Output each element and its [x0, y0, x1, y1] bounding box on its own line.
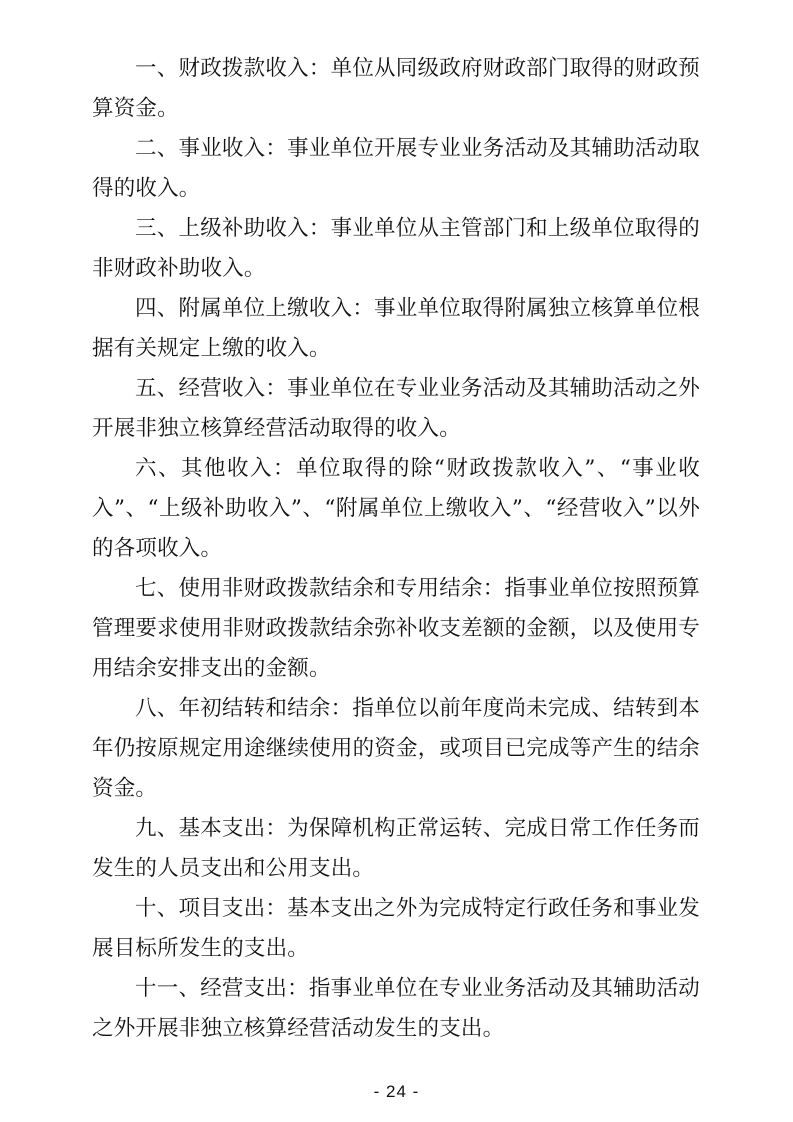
paragraph-10-xiangmu-zhichu: 十、项目支出：基本支出之外为完成特定行政任务和事业发展目标所发生的支出。 [92, 896, 700, 961]
document-body [92, 49, 700, 1049]
paragraph-6-qita-shouru: 六、其他收入：单位取得的除“财政拨款收入”、“事业收入”、“上级补助收入”、“附属单位上缴收入”、“经营收入”以外的各项收入。 [92, 456, 700, 561]
paragraph-2-shiye-shouru: 二、事业收入：事业单位开展专业业务活动及其辅助活动取得的收入。 [92, 136, 700, 201]
paragraph-1-caizheng-bokuan-shouru: 一、财政拨款收入：单位从同级政府财政部门取得的财政预算资金。 [92, 56, 700, 121]
page-number: - 24 - [373, 1082, 420, 1101]
paragraph-8-nianchu-jiezhuan-he-jieyu: 八、年初结转和结余：指单位以前年度尚未完成、结转到本年仍按原规定用途继续使用的资金，或项目已完成等产生的结余资金。 [92, 696, 700, 801]
paragraph-7-shiyong-feicaizheng-bokuan-jieyu: 七、使用非财政拨款结余和专用结余：指事业单位按照预算管理要求使用非财政拨款结余弥补收支差额的金额，以及使用专用结余安排支出的金额。 [92, 576, 700, 681]
paragraph-3-shangji-buzhu-shouru: 三、上级补助收入：事业单位从主管部门和上级单位取得的非财政补助收入。 [92, 216, 700, 281]
paragraph-5-jingying-shouru: 五、经营收入：事业单位在专业业务活动及其辅助活动之外开展非独立核算经营活动取得的收入。 [92, 376, 700, 441]
paragraph-9-jiben-zhichu: 九、基本支出：为保障机构正常运转、完成日常工作任务而发生的人员支出和公用支出。 [92, 816, 700, 881]
paragraph-4-fushu-danwei-shangjiao-shouru: 四、附属单位上缴收入：事业单位取得附属独立核算单位根据有关规定上缴的收入。 [92, 296, 700, 361]
page-footer [0, 1082, 793, 1102]
paragraph-11-jingying-zhichu: 十一、经营支出：指事业单位在专业业务活动及其辅助活动之外开展非独立核算经营活动发生的支出。 [92, 976, 700, 1041]
